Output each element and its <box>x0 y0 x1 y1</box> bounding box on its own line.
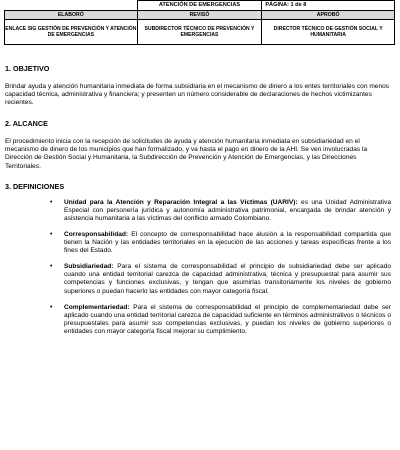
document-title: ATENCIÓN DE EMERGENCIAS <box>137 1 262 11</box>
bullet-icon: • <box>50 230 53 238</box>
definition-term: Subsidiariedad: <box>64 263 114 271</box>
bullet-icon: • <box>50 303 53 311</box>
section-title-objetivo: 1. OBJETIVO <box>5 64 50 73</box>
aprobo-signer: DIRECTOR TÉCNICO DE GESTIÓN SOCIAL Y HUMANITARIA <box>262 20 395 45</box>
definitions-list <box>5 199 394 336</box>
section-title-definiciones: 3. DEFINICIONES <box>5 181 65 191</box>
page-number: PÁGINA: 1 de 8 <box>262 1 395 11</box>
document-body <box>5 64 394 336</box>
aprobo-header: APROBÓ <box>262 11 395 20</box>
definition-text: es una Unidad Administrativa Especial con personería jurídica y autonomía administrativa patrimonial, encargada de brindar atención y asistencia humanitaria a las víctimas del conflicto armado Colombiano. <box>64 198 391 222</box>
elaboro-header: ELABORÓ <box>5 11 138 20</box>
elaboro-signer: ENLACE SIG GESTIÓN DE PREVENCIÓN Y ATENCIÓN DE EMERGENCIAS <box>5 20 138 45</box>
definition-text: Para el sistema de corresponsabilidad el principio de complementariedad debe ser aplicado cuando una entidad territorial carezca de capacidad suficiente en términos administrativos o técnicos o presupuestales para asumir sus competencias exclusivas, y puedan los niveles de gobierno superiores o entidades con mayor categoría fiscal mejorar su cumplimiento. <box>64 303 391 335</box>
bullet-icon: • <box>50 198 53 206</box>
definition-item <box>5 231 394 255</box>
definition-term: Unidad para la Atención y Reparación Integral a las Víctimas (UARIV): <box>64 198 298 206</box>
alcance-paragraph: El procedimiento inicia con la recepción de solicitudes de ayuda y atención humanitaria inmediata en subsidiariedad en el mecanismo de dinero de los municipios que han formalizado, y va hasta el pago en dinero de la AHI. Se ven involucradas la Dirección de Gestión Social y Humanitaria, la Subdirección de Prevención y Atención de Emergencias, y las Direcciones Territoriales. <box>5 138 368 170</box>
reviso-header: REVISÓ <box>137 11 262 20</box>
definition-item <box>5 304 394 336</box>
bullet-icon: • <box>50 263 53 271</box>
definition-term: Complementariedad: <box>64 303 130 311</box>
definition-term: Corresponsabilidad: <box>64 230 129 238</box>
definition-item <box>5 263 394 295</box>
header-blank-cell <box>5 1 138 11</box>
definition-text: Para el sistema de corresponsabilidad el principio de subsidiariedad debe ser aplicado cuando una entidad territorial carezca de capacidad administrativa, técnica y presupuestal para asumir sus competencias y funciones exclusivas, y tengan que asumirlas transitoriamente los niveles de gobierno superiores o puedan hacerlo las entidades con mayor categoría fiscal. <box>64 263 391 295</box>
document-header-table <box>4 0 395 45</box>
definition-item <box>5 199 394 223</box>
section-title-alcance: 2. ALCANCE <box>5 119 48 129</box>
reviso-signer: SUBDIRECTOR TÉCNICO DE PREVENCIÓN Y EMERGENCIAS <box>137 20 262 45</box>
definition-text: El concepto de corresponsabilidad hace alusión a la responsabilidad compartida que tienen la Nación y las entidades territoriales en la ejecución de las acciones y tareas específicas frente a los fines del Estado. <box>64 230 391 255</box>
objetivo-paragraph: Brindar ayuda y atención humanitaria inmediata de forma subsidiaria en el mecanismo de dinero a los entes territoriales con menos capacidad técnica, administrativa y financiera; y presenten un número considerable de declaraciones de hechos victimizantes recientes. <box>5 83 390 107</box>
